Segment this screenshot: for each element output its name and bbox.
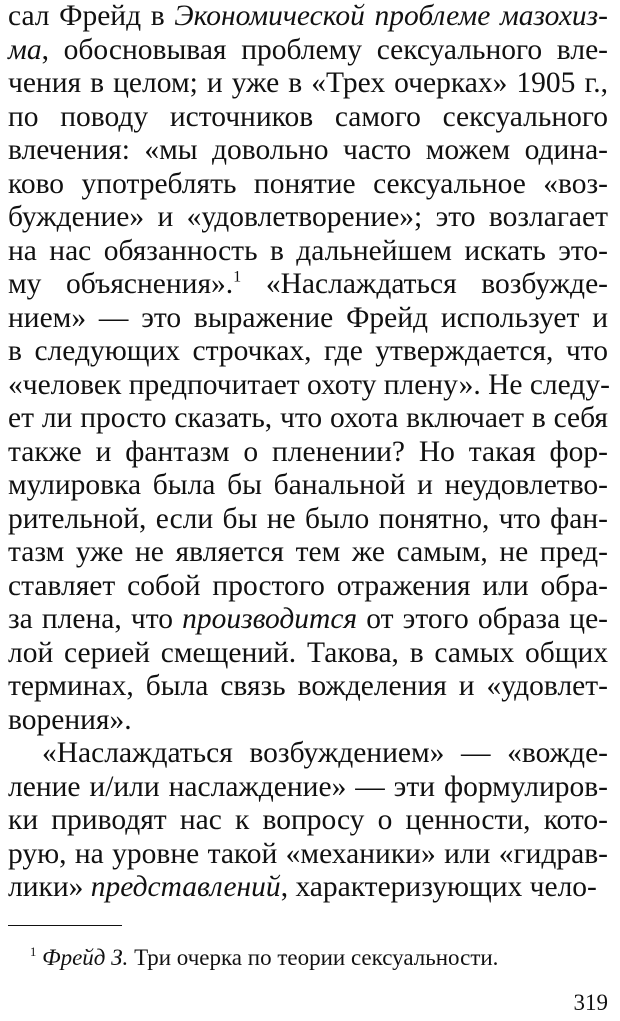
paragraph bbox=[8, 0, 608, 737]
footnote-reference: 1 bbox=[233, 267, 242, 286]
text-line bbox=[8, 503, 608, 537]
text-line bbox=[8, 402, 608, 436]
text-segment: лой серией смещений. Такова, в самых общих bbox=[8, 636, 608, 669]
text-line bbox=[8, 436, 608, 470]
text-segment: ставляет собой простого отражения или обра- bbox=[8, 569, 608, 602]
text-line bbox=[8, 469, 608, 503]
main-text bbox=[8, 0, 608, 905]
text-line bbox=[8, 637, 608, 671]
text-line bbox=[8, 838, 608, 872]
text-segment: ки приводят нас к вопросу о ценности, кото- bbox=[8, 804, 608, 836]
text-line bbox=[8, 34, 608, 68]
text-line bbox=[8, 67, 608, 101]
text-segment: мулировка была бы банальной и неудовлетво- bbox=[8, 469, 608, 501]
text-line bbox=[8, 369, 608, 403]
text-line bbox=[8, 704, 608, 738]
italic-text: ма bbox=[8, 33, 42, 66]
text-segment: влечения: «мы довольно часто можем одина- bbox=[8, 134, 608, 166]
footnote bbox=[30, 944, 498, 972]
text-segment: «Наслаждаться возбужде- bbox=[241, 268, 608, 300]
text-segment: рую, на уровне такой «механики» или «гидрав- bbox=[8, 837, 608, 870]
text-segment: терминах, была связь вожделения и «удовлет- bbox=[8, 670, 608, 702]
paragraph bbox=[8, 737, 608, 905]
text-line bbox=[8, 302, 608, 336]
text-line bbox=[8, 670, 608, 704]
text-segment: в следующих строчках, где утверждается, что bbox=[8, 335, 608, 367]
text-segment: сал Фрейд в bbox=[8, 0, 175, 32]
footnote-marker: 1 bbox=[30, 945, 37, 960]
text-segment: тазм уже не является тем же самым, не пред- bbox=[8, 536, 608, 568]
text-segment: , характеризующих чело- bbox=[280, 871, 597, 903]
text-line bbox=[8, 536, 608, 570]
text-line bbox=[8, 134, 608, 168]
italic-text: представлений bbox=[90, 871, 281, 903]
text-segment: от этого образа це- bbox=[357, 603, 608, 635]
text-line bbox=[8, 771, 608, 805]
text-segment: буждение» и «удовлетворение»; это возлагает bbox=[8, 201, 608, 233]
text-segment: нием» — это выражение Фрейд использует и bbox=[8, 301, 608, 334]
footnote-text: Три очерка по теории сексуальности. bbox=[128, 945, 499, 970]
text-line bbox=[8, 570, 608, 604]
text-segment: «человек предпочитает охоту плену». Не следу- bbox=[8, 368, 610, 401]
text-segment: на нас обязанность в дальнейшем искать это- bbox=[8, 234, 608, 267]
text-line bbox=[8, 871, 608, 905]
text-segment: рительной, если бы не было понятно, что фан- bbox=[8, 502, 608, 535]
text-line bbox=[8, 201, 608, 235]
text-segment: также и фантазм о пленении? Но такая фор- bbox=[8, 435, 608, 468]
text-segment: чения в целом; и уже в «Трех очерках» 1905 г., bbox=[8, 67, 608, 99]
text-line bbox=[8, 168, 608, 202]
text-segment: лики» bbox=[8, 871, 91, 903]
page-number: 319 bbox=[573, 990, 608, 1015]
text-segment: ково употреблять понятие сексуальное «воз- bbox=[8, 167, 608, 200]
text-line bbox=[8, 268, 608, 302]
text-line bbox=[8, 0, 608, 34]
italic-text: производится bbox=[182, 603, 358, 635]
italic-text: Экономической проблеме мазохиз- bbox=[174, 0, 609, 32]
footnote-separator bbox=[8, 925, 122, 926]
text-segment: по поводу источников самого сексуального bbox=[8, 100, 608, 133]
text-segment: му объяснения». bbox=[8, 268, 234, 300]
text-line bbox=[8, 335, 608, 369]
text-segment: за плена, что bbox=[8, 603, 183, 635]
text-segment: , обосновывая проблему сексуального вле- bbox=[41, 33, 608, 66]
text-segment: ет ли просто сказать, что охота включает в себя bbox=[8, 402, 608, 434]
footnote-author: Фрейд З. bbox=[42, 945, 129, 970]
text-segment: ворения». bbox=[8, 703, 132, 736]
text-segment: ление и/или наслаждение» — эти формулиров- bbox=[8, 770, 608, 803]
text-line bbox=[8, 235, 608, 269]
text-line bbox=[8, 737, 608, 771]
text-segment: «Наслаждаться возбуждением» — «вожде- bbox=[42, 737, 608, 769]
text-line bbox=[8, 603, 608, 637]
text-line bbox=[8, 101, 608, 135]
text-line bbox=[8, 804, 608, 838]
